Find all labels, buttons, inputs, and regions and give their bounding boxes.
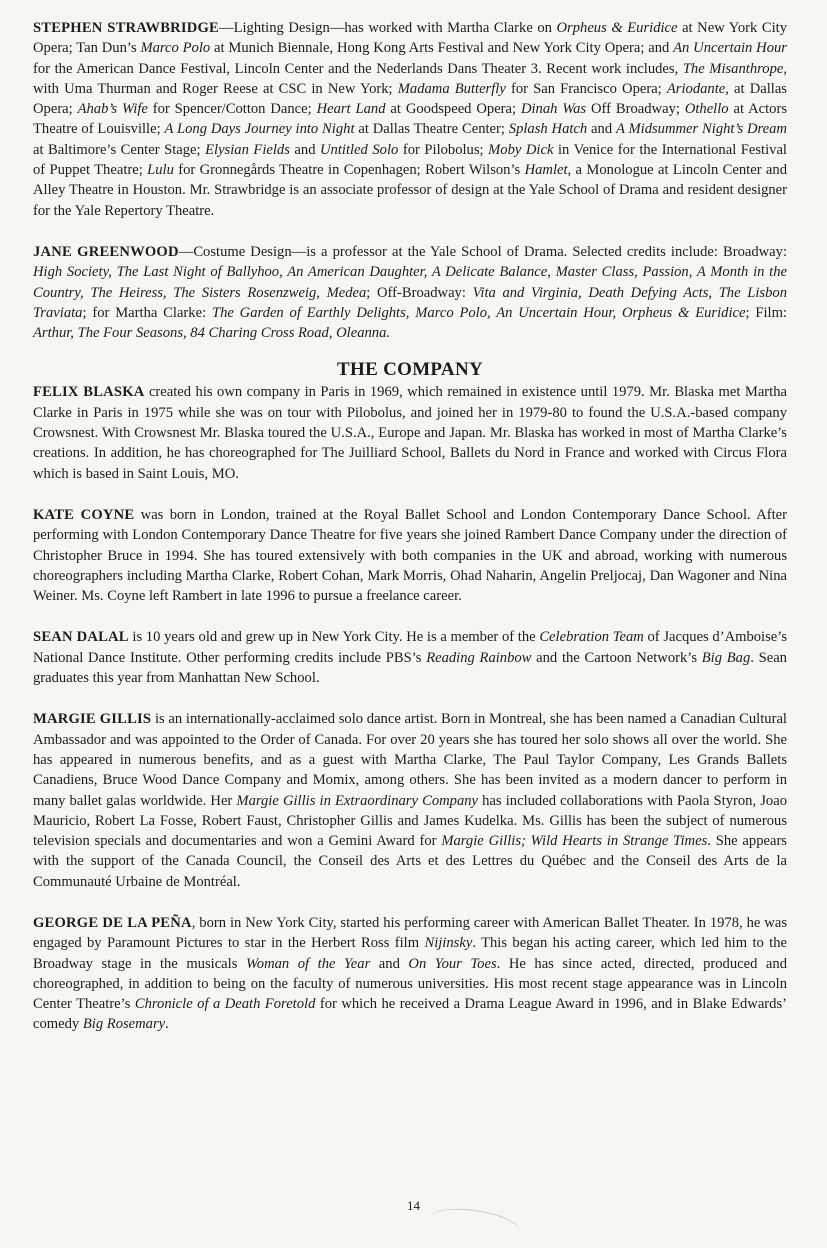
bio-text: was born in London, trained at the Royal Ballet School and London Contemporary Dance School. After performing with London Contemporary Dance Theatre for five years she joined Rambert Dance Company under the direction of Christopher Bruce in 1994. She has toured extensively with both companies in the UK and abroad, working with numerous choreographers including Martha Clarke, Robert Cohan, Mark Morris, Ohad Naharin, Angelin Preljocaj, Dan Wagoner and Nina Weiner. Ms. Coyne left Rambert in late 1996 to pursue a freelance career. xyxy=(33,506,787,605)
bio-title-italic: Ariodante xyxy=(666,80,726,97)
bio-felix-blaska xyxy=(33,382,787,483)
bio-title-italic: Lulu xyxy=(147,162,174,179)
bio-title-italic: Ahab’s Wife xyxy=(77,101,148,118)
bio-text: is an internationally-acclaimed solo dance artist. Born in Montreal, she has been named a Canadian Cultural Ambassador and was appointed to the Order of Canada. For over 20 years she has toured her solo shows all over the world. She has appeared in numerous benefits, and as a guest with Martha Clarke, The Paul Taylor Company, Les Grands Ballets Canadiens, Bruce Wood Dance Company and Momix, among others. She has been invited as a modern dancer to perform in many ballet galas worldwide. Her xyxy=(33,711,787,809)
bio-title-italic: Hamlet xyxy=(524,162,568,179)
bio-title-italic: A Long Days Journey into Night xyxy=(164,121,355,138)
bio-title-italic: Untitled Solo xyxy=(320,141,399,158)
bio-title-italic: High Society, The Last Night of Ballyhoo, An American Daughter, A Delicate Balance, Master Class, Passion, A Month in the Country, The Heiress, The Sisters Rosenzweig, Medea xyxy=(33,264,787,301)
bio-title-italic: Chronicle of a Death Foretold xyxy=(134,996,316,1013)
bio-text: Off Broadway; xyxy=(586,101,685,118)
bio-title-italic: The Garden of Earthly Delights, Marco Polo, An Uncertain Hour, Orpheus & Euridice xyxy=(211,304,746,321)
bio-title-italic: Woman of the Year xyxy=(245,955,371,972)
bio-kate-coyne xyxy=(33,505,787,606)
bio-text: —Costume Design—is a professor at the Yale School of Drama. Selected credits include: Broadway: xyxy=(178,243,788,260)
bio-text: for San Francisco Opera; xyxy=(505,80,667,97)
bio-text: ; Off-Broadway: xyxy=(366,284,473,301)
bio-text: . xyxy=(165,1016,169,1033)
bio-text: for Pilobolus; xyxy=(398,141,489,158)
bio-text: at Baltimore’s Center Stage; xyxy=(33,141,206,158)
bio-title-italic: Margie Gillis in Extraordinary Company xyxy=(236,792,479,809)
bio-title-italic: Dinah Was xyxy=(520,101,587,118)
bio-title-italic: Margie Gillis; Wild Hearts in Strange Times xyxy=(441,833,708,850)
bio-title-italic: Arthur, The Four Seasons, 84 Charing Cross Road, Oleanna. xyxy=(33,325,391,342)
bio-text: ; for Martha Clarke: xyxy=(82,304,212,321)
company-bios xyxy=(33,382,787,1034)
bio-title-italic: Celebration Team xyxy=(539,629,644,646)
bio-text: , at Dallas Opera; xyxy=(33,80,787,118)
bio-text: . She appears with the support of the Canada Council, the Conseil des Arts et des Lettres du Québec and the Conseil des Arts de la Communauté Urbaine de Montréal. xyxy=(33,833,787,890)
bio-text: and the Cartoon Network’s xyxy=(531,649,702,666)
bio-george-de-la-pena xyxy=(33,913,787,1035)
designer-bios xyxy=(33,18,787,343)
bio-margie-gillis xyxy=(33,709,787,892)
bio-stephen-strawbridge xyxy=(33,18,787,221)
bio-title-italic: Reading Rainbow xyxy=(426,649,532,666)
bio-text: at Actors Theatre of Louisville; xyxy=(33,101,787,138)
bio-text: and xyxy=(370,955,409,972)
bio-title-italic: Othello xyxy=(684,101,729,118)
bio-text: , a Monologue at Lincoln Center and Alley Theatre in Houston. Mr. Strawbridge is an associate professor of design at the Yale School of Drama and resident designer for the Yale Repertory Theatre. xyxy=(33,162,787,219)
bio-text: ; Film: xyxy=(745,304,787,321)
bio-text: . This began his acting career, which led him to the Broadway stage in the musicals xyxy=(33,935,788,972)
bio-sean-dalal xyxy=(33,627,787,688)
bio-title-italic: Splash Hatch xyxy=(508,121,588,138)
bio-text: and xyxy=(587,121,616,138)
bio-name: MARGIE GILLIS xyxy=(33,711,152,728)
bio-text: for Gronnegårds Theatre in Copenhagen; Robert Wilson’s xyxy=(173,162,525,179)
bio-text: —Lighting Design—has worked with Martha Clarke on xyxy=(218,20,557,36)
bio-text: at Dallas Theatre Center; xyxy=(354,121,509,138)
bio-text: for which he received a Drama League Award in 1996, and in Blake Edwards’ comedy xyxy=(33,996,788,1033)
bio-name: STEPHEN STRAWBRIDGE xyxy=(33,20,219,36)
bio-title-italic: Big Rosemary xyxy=(82,1016,166,1033)
page-number: 14 xyxy=(407,1198,420,1213)
bio-title-italic: Big Bag xyxy=(701,649,751,666)
bio-jane-greenwood xyxy=(33,242,787,343)
bio-title-italic: The Misanthrope xyxy=(682,60,784,77)
bio-text: for the American Dance Festival, Lincoln Center and the Nederlands Dans Theater 3. Recent work includes, xyxy=(33,60,683,77)
bio-text: at Munich Biennale, Hong Kong Arts Festival and New York City Opera; and xyxy=(210,40,674,57)
bio-text: at New York City Opera; Tan Dun’s xyxy=(33,20,787,57)
bio-title-italic: Elysian Fields xyxy=(205,141,290,158)
bio-title-italic: Orpheus & Euridice xyxy=(556,20,678,36)
bio-title-italic: Vita and Virginia, Death Defying Acts, The Lisbon Traviata xyxy=(33,284,787,321)
bio-text: has included collaborations with Paola Styron, Joao Mauricio, Robert La Fosse, Robert Faust, Christopher Gillis and James Kudelka. Ms. Gillis has been the subject of numerous television specials and documentaries and won a Gemini Award for xyxy=(33,792,787,850)
bio-text: . He has since acted, directed, produced and choreographed, in addition to being on the faculty of numerous universities. His most recent stage appearance was in Lincoln Center Theatre’s xyxy=(33,955,788,1013)
bio-name: KATE COYNE xyxy=(33,506,135,523)
bio-name: SEAN DALAL xyxy=(33,629,129,646)
bio-title-italic: Marco Polo xyxy=(140,40,211,57)
bio-text: at Goodspeed Opera; xyxy=(385,101,521,118)
bio-title-italic: Moby Dick xyxy=(488,141,554,158)
bio-text: , born in New York City, started his performing career with American Ballet Theater. In 1978, he was engaged by Paramount Pictures to star in the Herbert Ross film xyxy=(33,914,787,952)
bio-text: . Sean graduates this year from Manhattan New School. xyxy=(33,649,787,687)
bio-title-italic: Madama Butterfly xyxy=(397,80,506,97)
bio-text: for Spencer/Cotton Dance; xyxy=(147,101,317,118)
section-heading-the-company: THE COMPANY xyxy=(337,359,483,381)
bio-text: of Jacques d’Amboise’s National Dance Institute. Other performing credits include PBS’s xyxy=(33,629,787,666)
bio-name: JANE GREENWOOD xyxy=(33,243,179,260)
bio-title-italic: On Your Toes xyxy=(408,955,497,972)
bio-text: created his own company in Paris in 1969, which remained in existence until 1979. Mr. Blaska met Martha Clarke in Paris in 1975 while she was on tour with Pilobolus, and joined her in 1979-80 to found the U.S.A.-based company Crowsnest. With Crowsnest Mr. Blaska toured the U.S.A., Europe and Japan. Mr. Blaska has worked in most of Martha Clarke’s creations. In addition, he has choreographed for The Juilliard School, Ballets du Nord in France and worked with Circus Flora which is based in Saint Louis, MO. xyxy=(33,384,787,482)
bio-name: FELIX BLASKA xyxy=(33,384,145,401)
bio-title-italic: An Uncertain Hour xyxy=(673,40,787,57)
bio-title-italic: Heart Land xyxy=(316,101,386,118)
bio-text: and xyxy=(289,141,321,158)
bio-text: is 10 years old and grew up in New York City. He is a member of the xyxy=(128,629,540,646)
bio-text: , with Uma Thurman and Roger Reese at CSC in New York; xyxy=(33,60,787,97)
bio-title-italic: Nijinsky xyxy=(424,935,473,952)
bio-title-italic: A Midsummer Night’s Dream xyxy=(615,121,787,138)
bio-name: GEORGE DE LA PEÑA xyxy=(33,914,192,931)
bio-text: in Venice for the International Festival of Puppet Theatre; xyxy=(33,141,787,179)
